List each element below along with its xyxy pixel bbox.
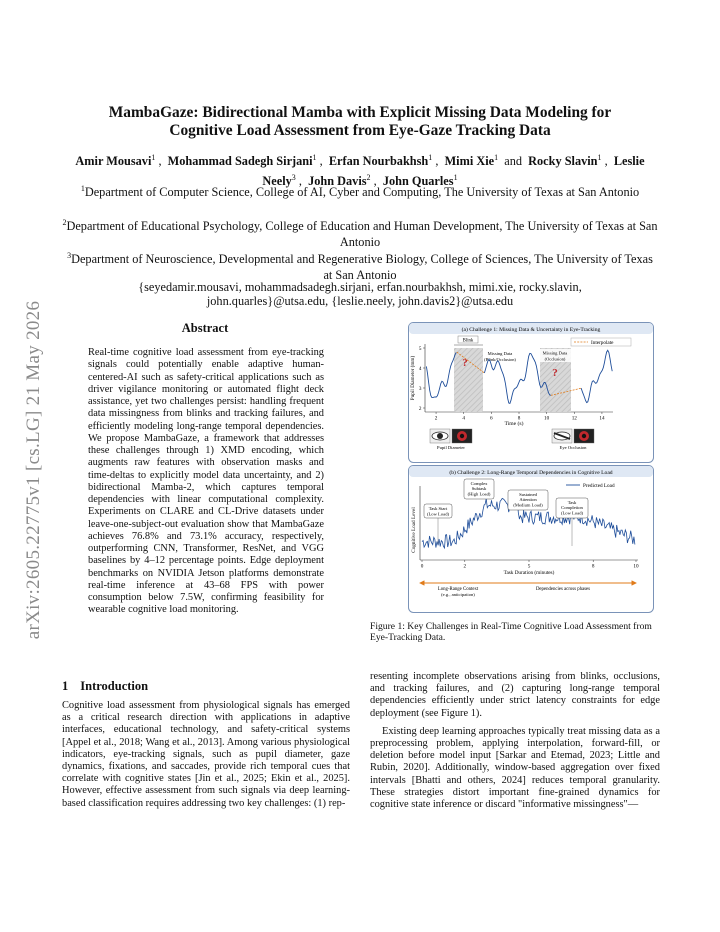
figure-1-graphic (408, 322, 654, 614)
email-line-2: john.quarles}@utsa.edu, {leslie.neely, john.davis2}@utsa.edu (206, 294, 514, 308)
intro-paragraph-1: Cognitive load assessment from physiological signals has emerged as a critical research direction with applications in adaptive interfaces, educational technology, and safety-critical systems [Appel et al., 2018; Wang et al., 2013]. Among various physiological indicators, eye-tracking signals, such as pupil diameter, gaze dynamics, fixations, and saccades, provide rich temporal cues that correlate with cognitive states [Jin et al., 2025; Ekin et al., 2025]. However, effective assessment from such signals via deep learning-based classification requires addressing two key challenges: (1) rep- (62, 700, 350, 809)
author-name: Mohammad Sadegh Sirjani (167, 154, 313, 169)
affiliation-text: Department of Neuroscience, Developmental and Regenerative Biology, College of Sciences, The University of Texas at San Antonio (71, 252, 653, 282)
panel-b-title: (b) Challenge 2: Long-Range Temporal Dependencies in Cognitive Load (449, 470, 613, 476)
annotation-complex-subtask-line3: (High Load) (467, 491, 491, 497)
missing-region-1 (454, 348, 483, 412)
arrow-label-left: Long-Range Context (437, 587, 479, 592)
blink-label: Blink (462, 338, 474, 344)
panel-a (409, 323, 654, 463)
author-list: Amir Mousavi$^1$ , Mohammad Sadegh Sirjani$^1$ , Erfan Nourbakhsh$^1$ , Mimi Xie$^1$ and Rocky Slavin$^1$ , Leslie Neely$^3$ , John Davis$^2$ , John Quarles$^1$ (75, 153, 645, 188)
figure-1 (408, 322, 654, 619)
author-affiliation-mark: 1 (151, 153, 156, 162)
author-name: John Davis (308, 173, 367, 188)
missing-data-sublabel-1: (Blink/Occlusion) (484, 357, 516, 362)
panel-b-xlabel: Task Duration (minutes) (503, 570, 555, 576)
occlusion-image-label: Eye Occlusion (559, 445, 587, 450)
annotation-task-start-line1: Task Start (428, 506, 448, 511)
panel-a-ylabel: Pupil Diameter (mm) (410, 355, 416, 401)
author-name: Rocky Slavin (528, 154, 598, 169)
x-tick-label: 8 (591, 563, 595, 570)
affiliation-number: 2 (62, 218, 67, 227)
and-word: and (504, 154, 522, 169)
intro-paragraph-1-continued: resenting incomplete observations arising from blinks, occlusions, and tracking failures, and (2) capturing long-range temporal dependencies efficiently under strict latency constraints for edge deployment (see Figure 1). (370, 671, 660, 719)
x-tick-label: 4 (462, 415, 466, 422)
abstract-text: Real-time cognitive load assessment from eye-tracking signals could potentially enable adaptive human-centered-AI such as safety-critical applications such as driver vigilance monitoring or automated flight deck assistance, yet two challenges persist: handling frequent data missingness from blinks and tracking failures, and efficiently modeling long-range temporal dependencies. We propose MambaGaze, a framework that addresses these challenges through 1) XMD encoding, which augments raw features with observation masks and time-deltas to explicitly model data uncertainty, and 2) bidirectional Mamba-2, which captures temporal dependencies with linear computational complexity. Experiments on CLARE and CL-Drive datasets under leave-one-subject-out evaluation show that MambaGaze achieves 76.8% and 73.1% accuracy, respectively, outperforming CNN, Transformer, ResNet, and VGG baselines by 4–12 percentage points. Edge deployment benchmarks on NVIDIA Jetson platforms demonstrate real-time inference at 43–68 FPS with power consumption below 7.5W, confirming feasibility for wearable cognitive load monitoring. (88, 347, 324, 616)
paper-title (60, 104, 660, 140)
arxiv-sidebar-stamp (14, 240, 54, 700)
x-tick-label: 6 (490, 415, 493, 422)
affiliation-text: Department of Educational Psychology, College of Education and Human Development, The University of Texas at San Antonio (66, 219, 658, 249)
annotation-task-start-line2: (Low Load) (426, 511, 450, 517)
author-affiliation-mark: 2 (366, 172, 371, 182)
annotation-complex-subtask (464, 479, 494, 499)
author-affiliation-mark: 1 (494, 153, 499, 162)
panel-b (409, 466, 654, 613)
x-tick-label: 2 (463, 563, 467, 570)
x-tick-label: 8 (517, 415, 521, 422)
legend-interpolate-label: Interpolate (591, 340, 614, 346)
x-tick-label: 12 (571, 415, 577, 422)
affiliation-number: 3 (67, 251, 72, 260)
figure-1-caption: Figure 1: Key Challenges in Real-Time Cognitive Load Assessment from Eye-Tracking Data. (370, 621, 652, 644)
eye-track-pupil (460, 434, 464, 438)
author-name: Leslie Neely (262, 154, 645, 188)
section-heading-introduction (62, 679, 148, 694)
y-tick-label: 4 (418, 365, 422, 372)
author-name: Erfan Nourbakhsh (328, 154, 429, 169)
author-affiliation-mark: 1 (312, 153, 317, 162)
x-tick-label: 14 (599, 415, 605, 422)
eye-occluded-pupil (582, 434, 586, 438)
arxiv-id: arXiv:2605.22775v1 [cs.LG] 21 May 2026 (23, 300, 44, 640)
affiliation-text: Department of Computer Science, College of AI, Cyber and Computing, The University of Texas at San Antonio (84, 185, 640, 200)
missing-data-sublabel-2: (Occlusion) (544, 356, 566, 362)
x-tick-label: 10 (544, 415, 550, 422)
annotation-complex-subtask-line1: Complex (470, 481, 488, 486)
annotation-sustained-attention-line2: Attention (519, 497, 537, 502)
y-tick-label: 3 (418, 385, 422, 392)
y-tick-label: 5 (418, 345, 422, 352)
panel-a-title: (a) Challenge 1: Missing Data & Uncertainty in Eye-Tracking (461, 327, 601, 333)
y-tick-label: 2 (418, 405, 422, 412)
email-line-1: {seyedamir.mousavi, mohammadsadegh.sirjani, erfan.nourbakhsh, mimi.xie, rocky.slavin, (138, 280, 582, 294)
affiliation-3 (62, 248, 658, 283)
abstract-heading: Abstract (181, 321, 229, 335)
pupil-image-label: Pupil Diameter (437, 445, 465, 450)
intro-paragraph-2: Existing deep learning approaches typically treat missing data as a preprocessing problem, applying interpolation, forward-fill, or deletion before model input [Sarkar and Etemad, 2023; Little and Rubin, 2020]. Additionally, window-based aggregation over fixed intervals [Bhatti and others, 2024] reduces temporal granularity. These strategies distort important fine-grained dynamics for cognitive state inference or discard "informative missingness"— (370, 725, 660, 811)
title-line-2: Cognitive Load Assessment from Eye-Gaze Tracking Data (169, 122, 551, 139)
annotation-task-completion-line2: Completion (561, 505, 583, 510)
annotation-sustained-attention (508, 490, 548, 510)
author-affiliation-mark: 1 (453, 172, 458, 182)
annotation-sustained-attention-line1: Sustained (519, 492, 537, 497)
annotation-complex-subtask-line2: Subtask (471, 486, 487, 491)
missing-data-label-1: Missing Data (487, 351, 513, 356)
x-tick-label: 10 (633, 563, 639, 570)
author-name: Amir Mousavi (75, 154, 152, 169)
affiliation-2 (62, 215, 658, 250)
intro-column-right (370, 671, 660, 811)
arrow-sublabel-left: (e.g., anticipation) (441, 592, 475, 597)
author-name: Mimi Xie (444, 154, 495, 169)
x-tick-label: 2 (434, 415, 438, 422)
affiliation-number: 1 (80, 184, 85, 193)
section-number: 1 (62, 679, 69, 693)
section-title: Introduction (80, 679, 149, 693)
panel-b-ylabel: Cognitive Load Level (411, 507, 417, 553)
missing-question-mark-1: ? (462, 357, 468, 369)
arrow-label-right: Dependencies across phases (535, 587, 591, 592)
eye-open-pupil (437, 433, 443, 439)
intro-column-left (62, 700, 350, 810)
x-tick-label: 5 (527, 563, 531, 570)
author-affiliation-mark: 1 (597, 153, 602, 162)
annotation-sustained-attention-line3: (Medium Load) (513, 502, 543, 508)
affiliation-1 (62, 181, 658, 201)
annotation-task-completion-line1: Task (567, 500, 577, 505)
missing-question-mark-2: ? (552, 367, 558, 379)
missing-data-label-2: Missing Data (542, 350, 568, 356)
x-tick-label: 0 (420, 563, 424, 570)
panel-a-xlabel: Time (s) (504, 421, 524, 427)
annotation-task-completion-line3: (Low Load) (560, 510, 584, 516)
author-emails (62, 280, 658, 308)
legend-predicted-load-label: Predicted Load (583, 483, 615, 489)
author-affiliation-mark: 1 (428, 153, 433, 162)
author-name: John Quarles (382, 173, 454, 188)
title-line-1: MambaGaze: Bidirectional Mamba with Explicit Missing Data Modeling for (108, 104, 612, 121)
author-affiliation-mark: 3 (291, 172, 296, 182)
